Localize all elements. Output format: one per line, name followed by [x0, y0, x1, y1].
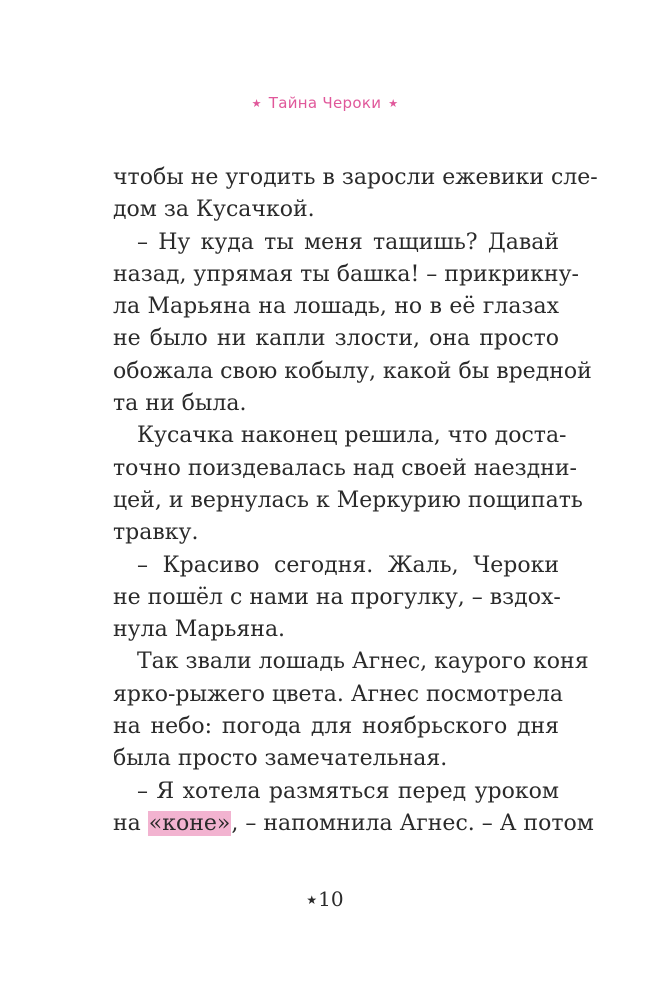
text-line: ла Марьяна на лошадь, но в её глазах [113, 294, 559, 320]
text-line: назад, упрямая ты башка! – прикрикну- [113, 261, 579, 287]
text-line: та ни была. [113, 391, 247, 417]
text-line: Так звали лошадь Агнес, каурого коня [137, 649, 589, 675]
text-line: цей, и вернулась к Меркурию пощипать [113, 487, 583, 513]
text-line: – Ну куда ты меня тащишь? Давай [137, 229, 559, 255]
highlighted-word[interactable]: «коне» [148, 810, 231, 836]
star-icon: ★ [251, 97, 262, 110]
page-number [0, 887, 650, 911]
text-line: была просто замечательная. [113, 746, 448, 772]
text-line: нула Марьяна. [113, 617, 286, 643]
text-line: не было ни капли злости, она просто [113, 326, 559, 352]
page-body-text [113, 162, 598, 840]
text-line: травку. [113, 520, 199, 546]
running-head [0, 94, 650, 112]
text-line-with-highlight [113, 808, 594, 840]
text-line: Кусачка наконец решила, что доста- [137, 423, 567, 449]
text-line: не пошёл с нами на прогулку, – вздох- [113, 584, 561, 610]
text-fragment: на [113, 810, 148, 836]
text-line: точно поиздевалась над своей наездни- [113, 455, 577, 481]
star-icon: ★ [306, 893, 318, 907]
book-title: Тайна Чероки [268, 94, 382, 112]
text-fragment: , – напомнила Агнес. – А потом [231, 810, 594, 836]
text-line: – Красиво сегодня. Жаль, Чероки [137, 552, 559, 578]
text-line: дом за Кусачкой. [113, 197, 315, 223]
text-line: – Я хотела размяться перед уроком [137, 778, 559, 804]
text-line: ярко-рыжего цвета. Агнес посмотрела [113, 681, 563, 707]
text-line: обожала свою кобылу, какой бы вредной [113, 358, 592, 384]
text-line: чтобы не угодить в заросли ежевики сле- [113, 165, 598, 190]
star-icon: ★ [388, 97, 399, 110]
page-number-value: 10 [318, 887, 344, 911]
text-line: на небо: погода для ноябрьского дня [113, 714, 559, 740]
